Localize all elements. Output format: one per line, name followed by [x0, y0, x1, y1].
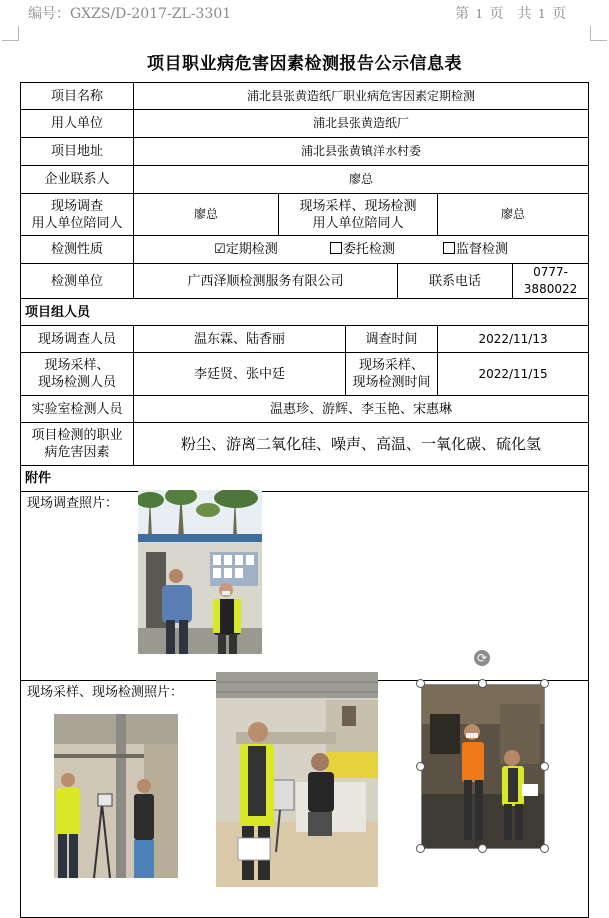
attachments-section-title: 附件: [21, 466, 589, 492]
team-section-title: 项目组人员: [21, 299, 589, 326]
resize-handle-icon[interactable]: [416, 844, 425, 853]
row-project-name: [21, 83, 589, 110]
employer-label: 用人单位: [21, 110, 134, 138]
hazards-value[interactable]: 粉尘、游离二氧化硅、噪声、高温、一氧化碳、硫化氢: [134, 423, 589, 466]
org-label: 检测单位: [21, 264, 134, 299]
sampling-photo-2-image: [216, 672, 378, 887]
sampling-photos-label: 现场采样、现场检测照片：: [27, 685, 184, 700]
sampling-photo-3-image: [422, 684, 544, 848]
row-lab-staff: [21, 396, 589, 423]
lab-staff-value[interactable]: 温惠珍、游辉、李玉艳、宋惠琳: [134, 396, 589, 423]
sampling-time-label: 现场采样、 现场检测时间: [346, 353, 438, 396]
nature-options: [134, 236, 589, 264]
nature-option-supervisory[interactable]: 监督检测: [443, 242, 508, 257]
page-title: 项目职业病危害因素检测报告公示信息表: [147, 54, 462, 74]
sampling-escort-value[interactable]: 廖总: [438, 194, 589, 236]
survey-time-label: 调查时间: [346, 326, 438, 353]
survey-photo[interactable]: [138, 490, 262, 654]
document-code: 编号：GXZS/D-2017-ZL-3301: [28, 6, 232, 22]
document-header: [0, 0, 609, 40]
row-hazards: [21, 423, 589, 466]
rotate-handle-icon[interactable]: ⟳: [474, 650, 490, 666]
page-total: 1: [538, 7, 546, 21]
contact-value[interactable]: 廖总: [134, 166, 589, 194]
resize-handle-icon[interactable]: [478, 679, 487, 688]
org-value[interactable]: 广西泽顺检测服务有限公司: [134, 264, 398, 299]
row-employer: [21, 110, 589, 138]
row-survey-photos: [21, 492, 589, 681]
resize-handle-icon[interactable]: [540, 844, 549, 853]
survey-photo-image: [138, 490, 262, 654]
sampling-time-value[interactable]: 2022/11/15: [438, 353, 589, 396]
margin-corner-left: [2, 26, 19, 41]
project-name-label: 项目名称: [21, 83, 134, 110]
row-team-section: [21, 299, 589, 326]
phone-label: 联系电话: [398, 264, 513, 299]
checkbox-icon[interactable]: [330, 242, 342, 254]
row-sampling-staff: [21, 353, 589, 396]
page-current: 1: [475, 7, 484, 21]
row-nature: [21, 236, 589, 264]
resize-handle-icon[interactable]: [540, 679, 549, 688]
sampling-staff-label: 现场采样、 现场检测人员: [21, 353, 134, 396]
resize-handle-icon[interactable]: [478, 844, 487, 853]
sampling-photo-1[interactable]: [54, 714, 178, 878]
hazards-label: 项目检测的职业 病危害因素: [21, 423, 134, 466]
nature-label: 检测性质: [21, 236, 134, 264]
row-contact: [21, 166, 589, 194]
survey-photos-label: 现场调查照片：: [27, 496, 119, 511]
row-address: [21, 138, 589, 166]
nature-option-periodic[interactable]: ☑定期检测: [214, 242, 278, 257]
survey-escort-value[interactable]: 廖总: [134, 194, 279, 236]
project-name-value[interactable]: 浦北县张黄造纸厂职业病危害因素定期检测: [134, 83, 589, 110]
checkbox-icon[interactable]: [443, 242, 455, 254]
address-label: 项目地址: [21, 138, 134, 166]
lab-staff-label: 实验室检测人员: [21, 396, 134, 423]
row-escorts: [21, 194, 589, 236]
survey-escort-label: 现场调查 用人单位陪同人: [21, 194, 134, 236]
checkbox-checked-icon[interactable]: ☑: [214, 242, 226, 257]
row-attachments-section: [21, 466, 589, 492]
survey-time-value[interactable]: 2022/11/13: [438, 326, 589, 353]
resize-handle-icon[interactable]: [416, 679, 425, 688]
resize-handle-icon[interactable]: [416, 762, 425, 771]
survey-staff-value[interactable]: 温东霖、陆香丽: [134, 326, 346, 353]
survey-photos-cell: [21, 492, 589, 681]
survey-staff-label: 现场调查人员: [21, 326, 134, 353]
address-value[interactable]: 浦北县张黄镇洋水村委: [134, 138, 589, 166]
page-indicator: 第 1 页 共 1 页: [455, 6, 567, 22]
sampling-staff-value[interactable]: 李廷贤、张中廷: [134, 353, 346, 396]
sampling-escort-label: 现场采样、现场检测 用人单位陪同人: [279, 194, 438, 236]
resize-handle-icon[interactable]: [540, 762, 549, 771]
nature-option-commissioned[interactable]: 委托检测: [330, 242, 399, 257]
phone-value[interactable]: 0777-3880022: [513, 264, 589, 299]
sampling-photo-2[interactable]: [216, 672, 378, 887]
margin-corner-right: [590, 26, 607, 41]
sampling-photo-1-image: [54, 714, 178, 878]
row-organization: [21, 264, 589, 299]
employer-value[interactable]: 浦北县张黄造纸厂: [134, 110, 589, 138]
contact-label: 企业联系人: [21, 166, 134, 194]
sampling-photo-3[interactable]: [422, 684, 544, 848]
row-survey-staff: [21, 326, 589, 353]
